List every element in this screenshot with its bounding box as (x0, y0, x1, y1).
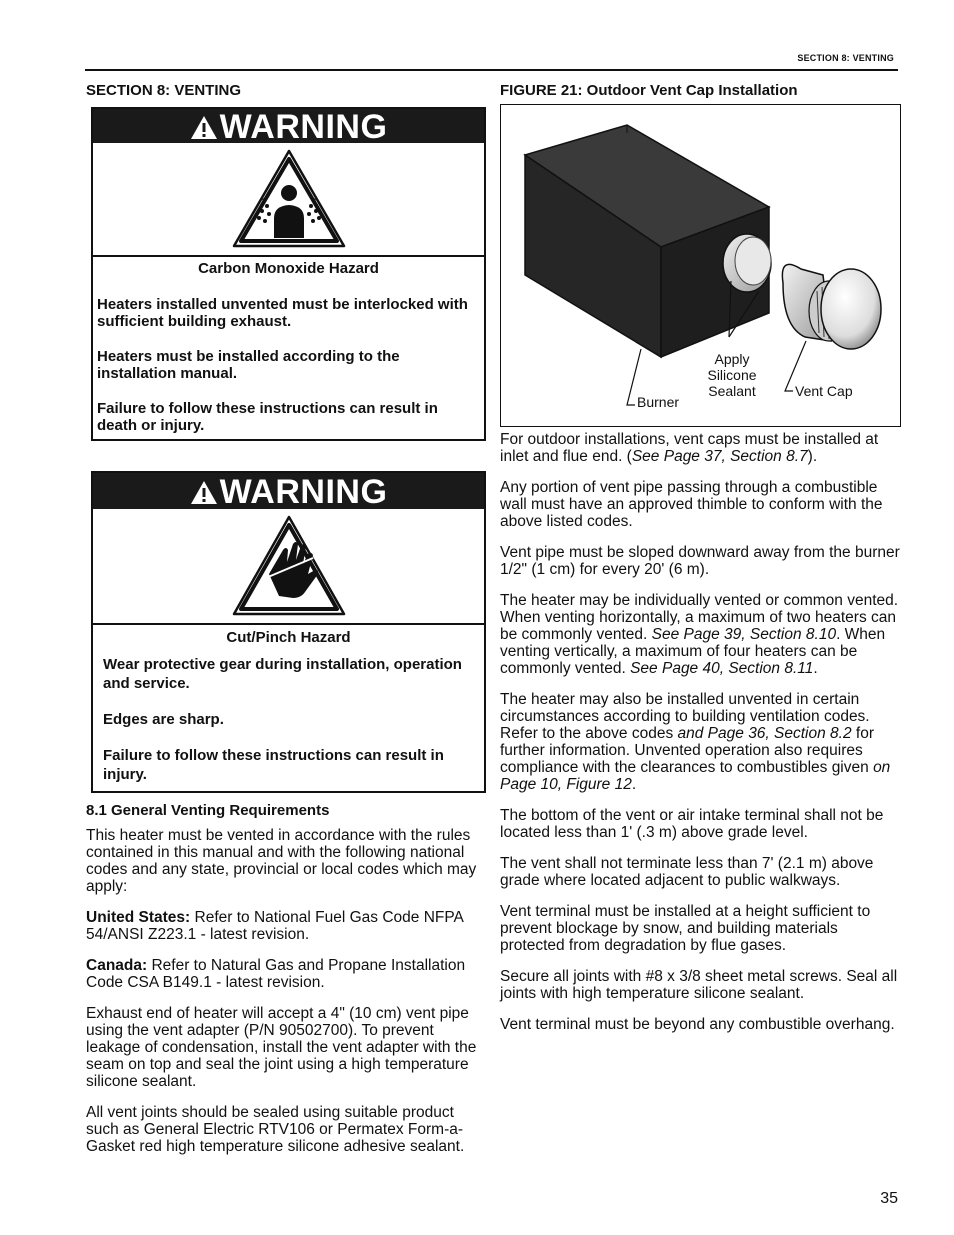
paragraph: The heater may also be installed unvented in certain circumstances according to building ventilation codes. Refer to the above codes and Page 36, Section 8.2 for further information. Unvented operation also requires compliance with the clearances to combustibles given on Page 10, Figure 12. (500, 691, 891, 793)
figure-title: FIGURE 21: Outdoor Vent Cap Installation (500, 82, 798, 99)
label-burner: Burner (637, 394, 680, 410)
warning-line: Heaters must be installed according to the installation manual. (97, 348, 400, 382)
warning-line: Failure to follow these instructions can result in death or injury. (97, 400, 438, 434)
paragraph-canada (86, 957, 484, 991)
hazard-symbol (93, 509, 484, 625)
us-text: Refer to National Fuel Gas Code NFPA 54/ANSI Z223.1 - latest revision. (86, 909, 464, 943)
paragraph: The heater may be individually vented or common vented. When venting horizontally, a maximum of two heaters can be commonly vented. See Page 39, Section 8.10. When venting vertically, a maximum of four heaters can be commonly vented. See Page 40, Section 8.11. (500, 592, 899, 677)
general-venting-section (86, 802, 484, 1169)
paragraph: Any portion of vent pipe passing through a combustible wall must have an approved thimble to conform with the above listed codes. (500, 479, 883, 530)
carbon-monoxide-icon (231, 148, 347, 250)
page-number: 35 (880, 1190, 898, 1207)
warning-heading (93, 108, 484, 146)
paragraph: This heater must be vented in accordance with the rules contained in this manual and with the following national codes and any state, provincial or local codes which may apply: (86, 827, 477, 895)
canada-text: Refer to Natural Gas and Propane Installation Code CSA B149.1 - latest revision. (86, 957, 466, 991)
hazard-symbol (93, 143, 484, 257)
warning-body (93, 625, 484, 784)
warning-triangle-icon (190, 111, 218, 147)
paragraph: Exhaust end of heater will accept a 4" (10 cm) vent pipe using the vent adapter (P/N 90502700). To prevent leakage of condensation, install the vent adapter with the seam on top and seal the joint using a high temperature silicone sealant. (86, 1005, 477, 1090)
figure-box (500, 104, 901, 427)
hazard-title: Cut/Pinch Hazard (226, 629, 351, 646)
paragraph: The vent shall not terminate less than 7' (2.1 m) above grade where located adjacent to public walkways. (500, 855, 874, 889)
label-vent-cap: Vent Cap (795, 383, 853, 399)
subsection-heading: 8.1 General Venting Requirements (86, 802, 330, 819)
warning-heading-text: WARNING (219, 108, 388, 146)
warning-line: Edges are sharp. (103, 711, 224, 728)
us-label: United States: (86, 909, 191, 926)
paragraph: Vent terminal must be beyond any combustible overhang. (500, 1016, 895, 1033)
label-apply-sealant: Apply Silicone Sealant (707, 351, 757, 399)
warning-line: Heaters installed unvented must be interlocked with sufficient building exhaust. (97, 296, 468, 330)
warning-heading (93, 473, 484, 509)
warning-line: Wear protective gear during installation, operation and service. (103, 656, 462, 692)
cut-hand-icon (231, 514, 347, 618)
warning-heading-text: WARNING (219, 473, 388, 511)
paragraph: Vent pipe must be sloped downward away from the burner 1/2" (1 cm) for every 20' (6 m). (500, 544, 900, 578)
right-column-text (500, 431, 900, 1047)
warning-box-cut-pinch (91, 471, 486, 793)
paragraph: Secure all joints with #8 x 3/8 sheet metal screws. Seal all joints with high temperature silicone sealant. (500, 968, 898, 1002)
header-rule (85, 69, 898, 71)
hazard-title: Carbon Monoxide Hazard (198, 260, 379, 277)
warning-line: Failure to follow these instructions can result in injury. (103, 747, 444, 783)
canada-label: Canada: (86, 957, 148, 974)
warning-triangle-icon (190, 475, 218, 513)
warning-body (93, 257, 484, 434)
paragraph: Vent terminal must be installed at a height sufficient to prevent blockage by snow, and building materials protected from degradation by flue gases. (500, 903, 871, 954)
running-header: SECTION 8: VENTING (797, 53, 894, 63)
section-title: SECTION 8: VENTING (86, 82, 242, 99)
warning-box-carbon-monoxide (91, 107, 486, 441)
paragraph: The bottom of the vent or air intake terminal shall not be located less than 1' (.3 m) above grade level. (500, 807, 884, 841)
paragraph: All vent joints should be sealed using suitable product such as General Electric RTV106 or Permatex Form-a-Gasket red high temperature silicone adhesive sealant. (86, 1104, 465, 1155)
paragraph: For outdoor installations, vent caps must be installed at inlet and flue end. (See Page 37, Section 8.7). (500, 431, 879, 465)
paragraph-us (86, 909, 484, 943)
